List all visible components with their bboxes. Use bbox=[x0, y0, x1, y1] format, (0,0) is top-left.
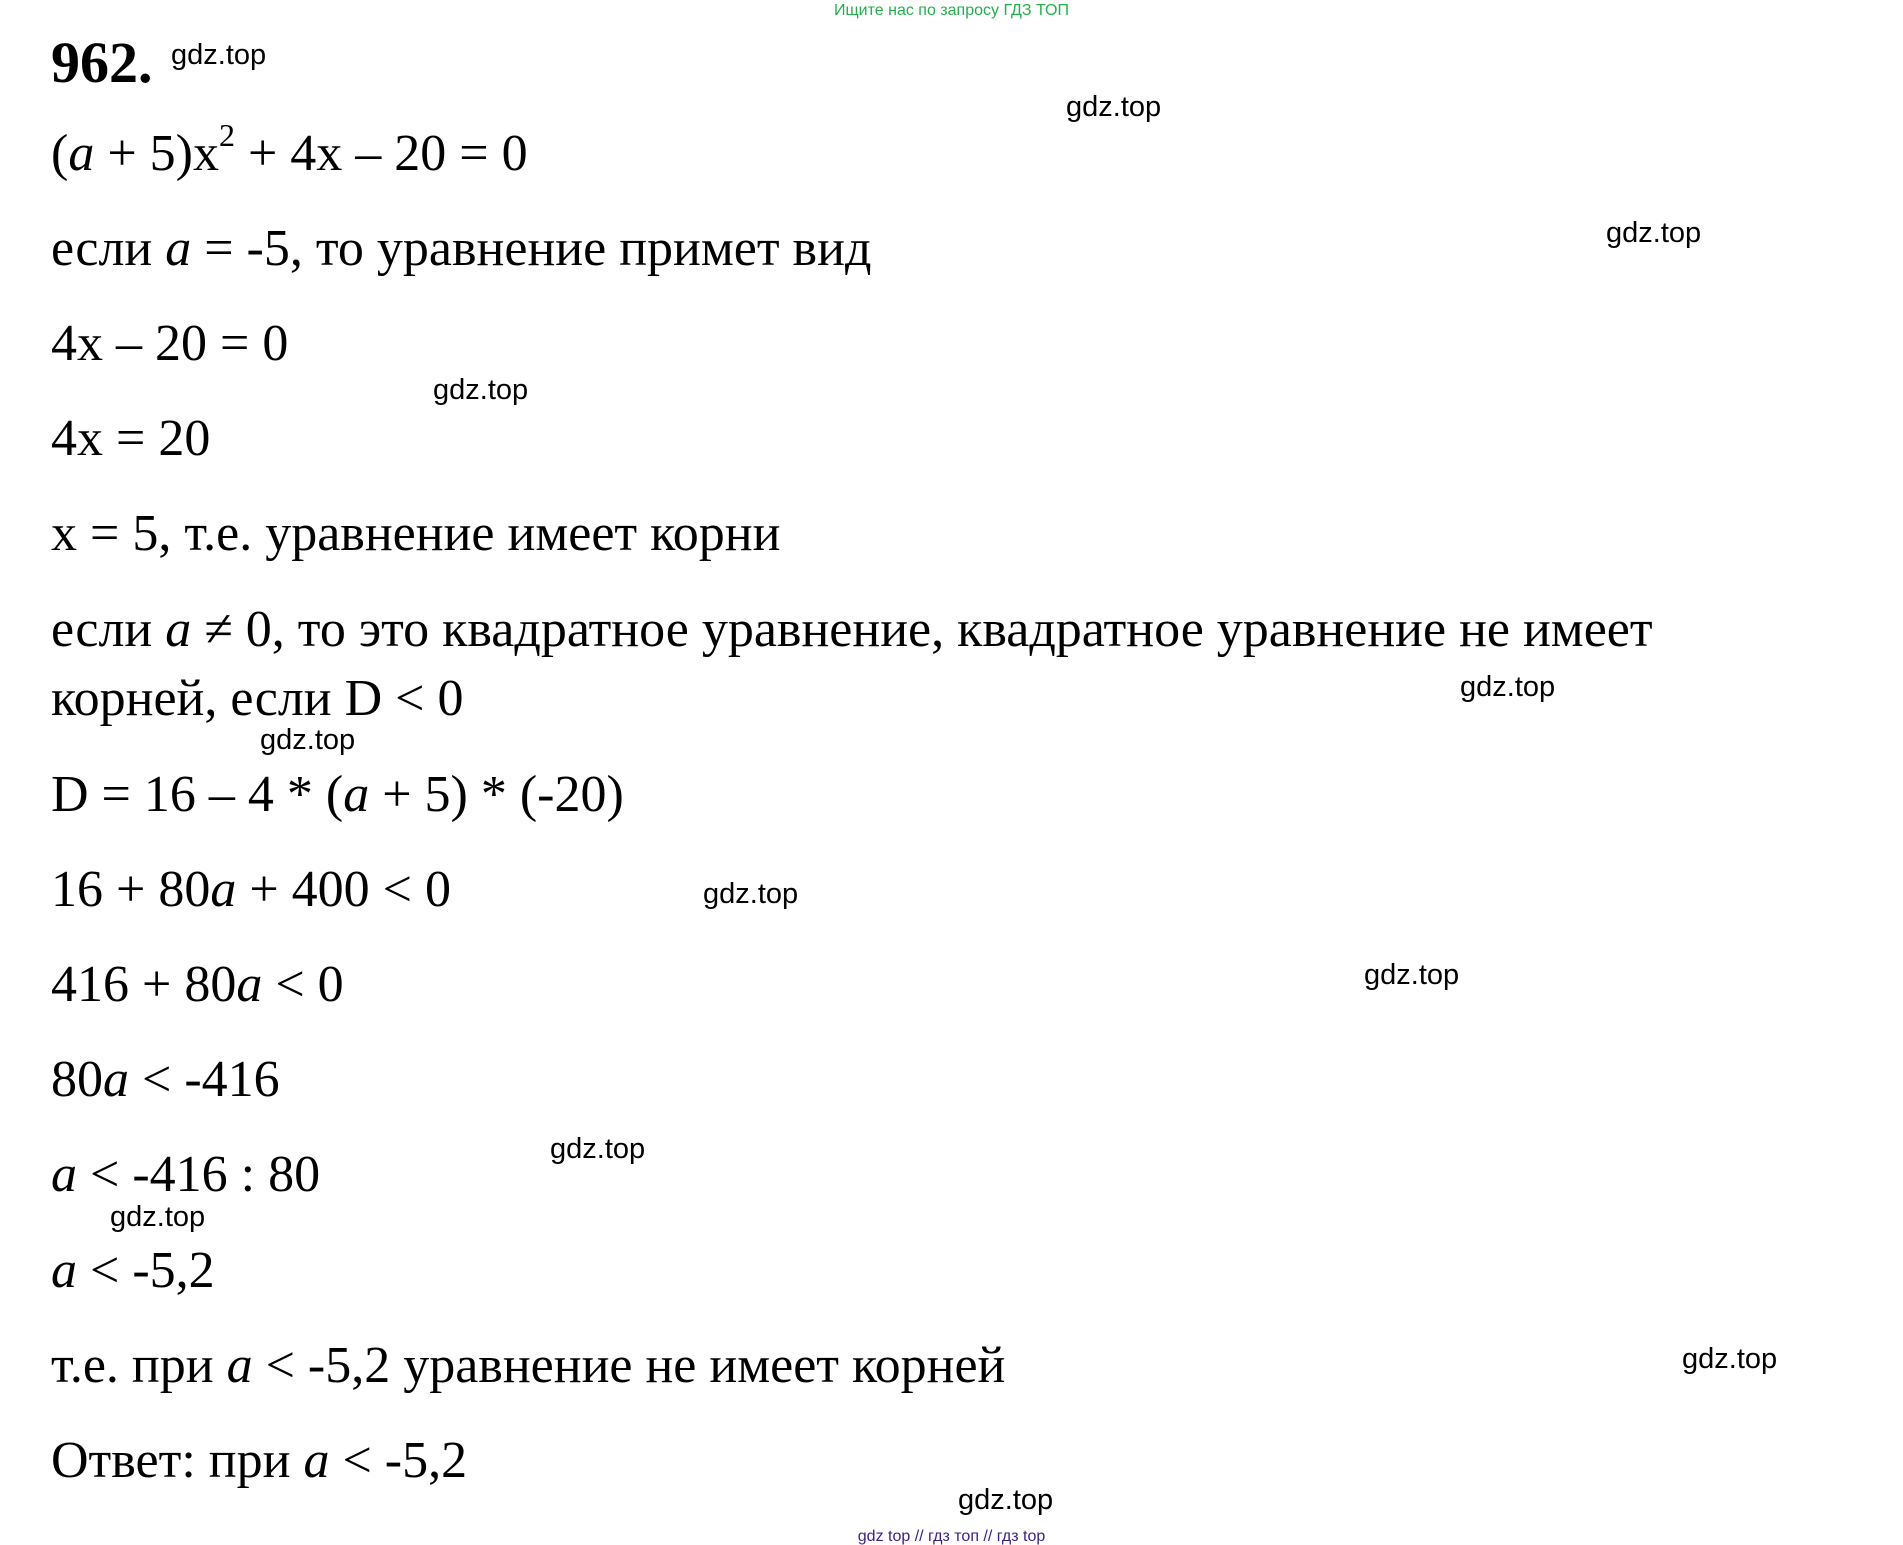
top-banner: Ищите нас по запросу ГДЗ ТОП bbox=[834, 2, 1069, 19]
solution-line-12: a < -416 : 80 bbox=[51, 1146, 321, 1203]
solution-line-13: a < -5,2 bbox=[51, 1242, 215, 1299]
solution-line-8: D = 16 – 4 * (a + 5) * (-20) bbox=[51, 766, 624, 823]
solution-line-10: 416 + 80a < 0 bbox=[51, 956, 344, 1013]
solution-line-9: 16 + 80a + 400 < 0 bbox=[51, 861, 451, 918]
watermark: gdz.top bbox=[1066, 91, 1162, 123]
solution-line-4: 4x = 20 bbox=[51, 410, 211, 467]
solution-line-2: если a = -5, то уравнение примет вид bbox=[51, 220, 872, 277]
task-number: 962. bbox=[51, 30, 153, 95]
solution-line-14: т.е. при a < -5,2 уравнение не имеет корней bbox=[51, 1337, 1006, 1394]
answer-line: Ответ: при a < -5,2 bbox=[51, 1432, 468, 1489]
solution-line-11: 80a < -416 bbox=[51, 1051, 280, 1108]
watermark: gdz.top bbox=[171, 39, 267, 71]
solution-line-1: $(a + 5)x^2 + 4x - 20 = 0$ bbox=[51, 117, 528, 182]
solution-line-5: x = 5, т.е. уравнение имеет корни bbox=[51, 505, 781, 562]
watermark: gdz.top bbox=[1364, 959, 1460, 991]
watermark: gdz.top bbox=[1606, 217, 1702, 249]
watermark: gdz.top bbox=[1460, 671, 1556, 703]
footer-text: gdz top // гдз топ // гдз top bbox=[857, 1528, 1046, 1545]
watermark: gdz.top bbox=[110, 1201, 206, 1233]
solution-line-3: 4x – 20 = 0 bbox=[51, 315, 289, 372]
watermark: gdz.top bbox=[1682, 1343, 1778, 1375]
watermark: gdz.top bbox=[550, 1133, 646, 1165]
watermark: gdz.top bbox=[260, 724, 356, 756]
solution-line-7: корней, если D < 0 bbox=[51, 670, 464, 727]
watermark: gdz.top bbox=[703, 878, 799, 910]
solution-line-6: если a ≠ 0, то это квадратное уравнение, квадратное уравнение не имеет bbox=[51, 601, 1653, 658]
watermark: gdz.top bbox=[958, 1484, 1054, 1516]
watermark: gdz.top bbox=[433, 374, 529, 406]
